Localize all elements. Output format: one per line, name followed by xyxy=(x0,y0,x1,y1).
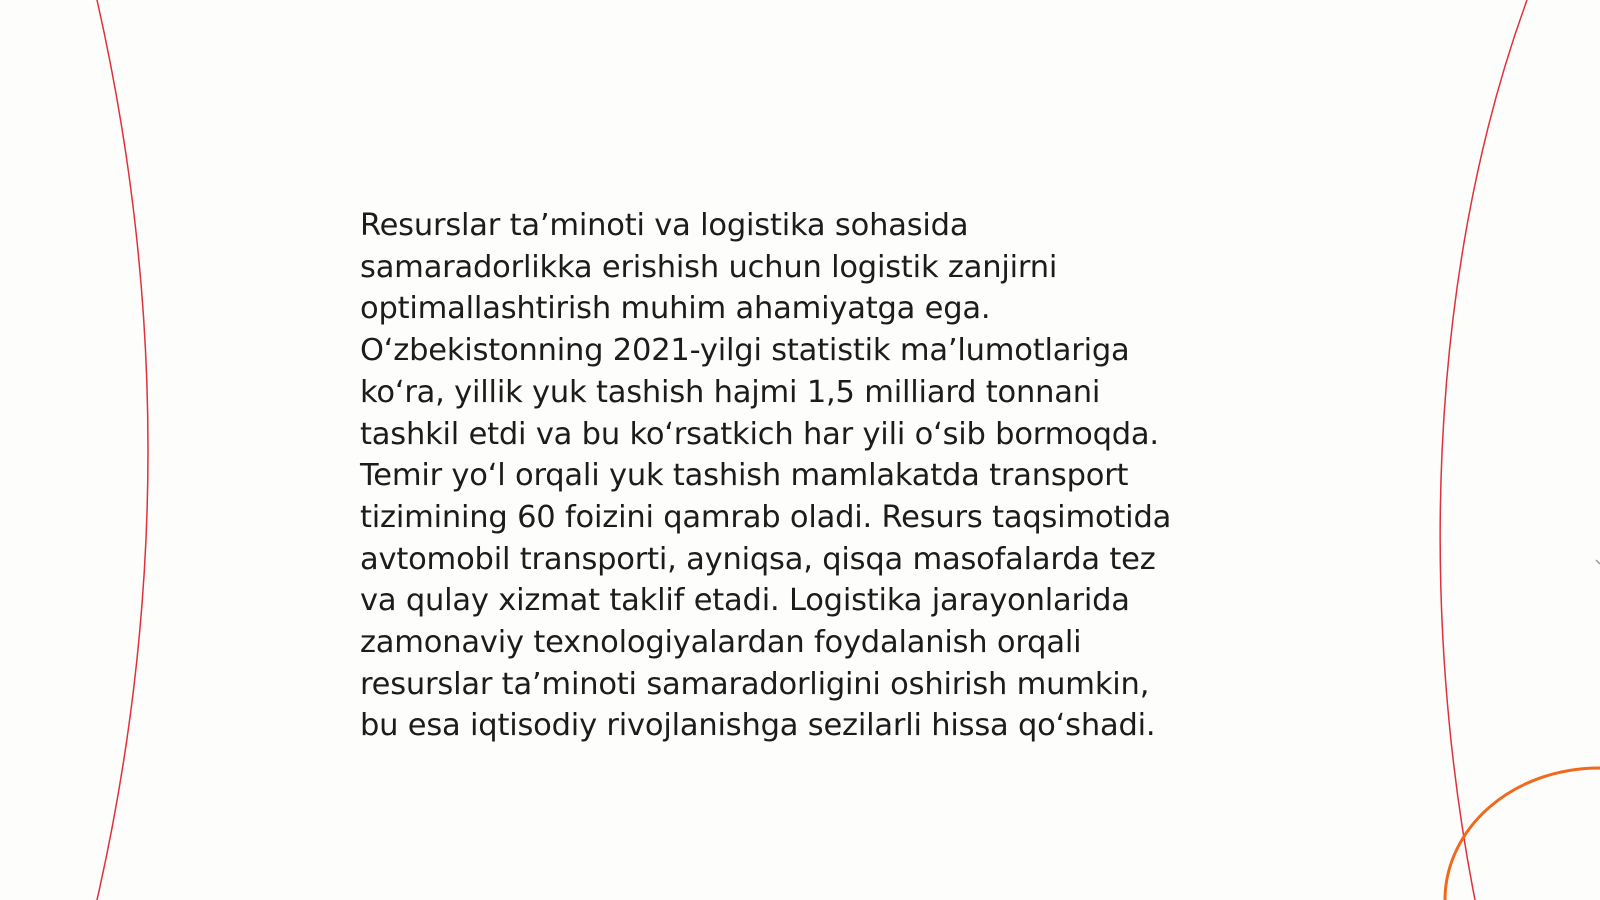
paragraph-line: samaradorlikka erishish uchun logistik zanjirni xyxy=(360,249,1058,285)
left-red-curve xyxy=(97,0,148,900)
paragraph-line: Oʻzbekistonning 2021-yilgi statistik maʼlumotlariga xyxy=(360,333,1130,369)
paragraph-line: tashkil etdi va bu koʻrsatkich har yili oʻsib bormoqda. xyxy=(360,416,1159,452)
paragraph-line: resurslar taʼminoti samaradorligini oshirish mumkin, xyxy=(360,666,1150,702)
paragraph-line: koʻra, yillik yuk tashish hajmi 1,5 milliard tonnani xyxy=(360,374,1101,410)
small-arrow-mark xyxy=(1596,560,1600,564)
paragraph-line: optimallashtirish muhim ahamiyatga ega. xyxy=(360,291,991,327)
paragraph-line: zamonaviy texnologiyalardan foydalanish orqali xyxy=(360,625,1082,661)
paragraph-line: avtomobil transporti, ayniqsa, qisqa masofalarda tez xyxy=(360,541,1156,577)
orange-circle-arc xyxy=(1445,768,1600,900)
paragraph-line: Temir yoʻl orqali yuk tashish mamlakatda transport xyxy=(360,458,1129,494)
paragraph-line: bu esa iqtisodiy rivojlanishga sezilarli hissa qoʻshadi. xyxy=(360,708,1156,744)
right-red-curve xyxy=(1440,0,1527,900)
body-paragraph xyxy=(360,205,1260,747)
paragraph-line: Resurslar taʼminoti va logistika sohasida xyxy=(360,208,969,243)
paragraph-line: tizimining 60 foizini qamrab oladi. Resurs taqsimotida xyxy=(360,499,1172,535)
paragraph-line: va qulay xizmat taklif etadi. Logistika jarayonlarida xyxy=(360,583,1130,619)
